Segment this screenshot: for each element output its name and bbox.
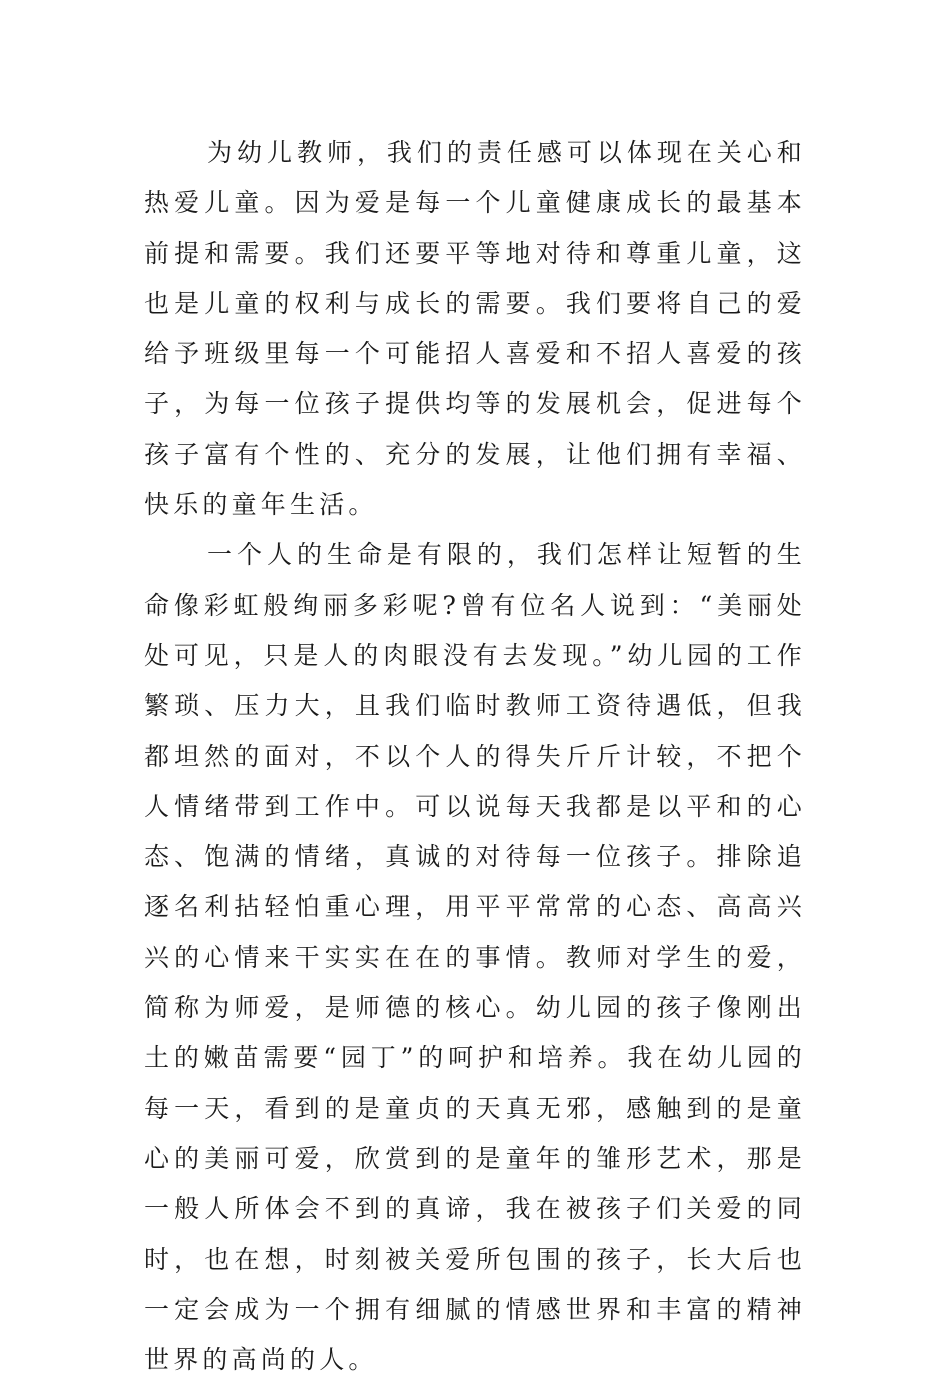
paragraph-1: 为幼儿教师，我们的责任感可以体现在关心和热爱儿童。因为爱是每一个儿童健康成长的最基本前提和需要。我们还要平等地对待和尊重儿童，这也是儿童的权利与成长的需要。我们要将自己的爱给予班级里每一个可能招人喜爱和不招人喜爱的孩子，为每一位孩子提供均等的发展机会，促进每个孩子富有个性的、充分的发展，让他们拥有幸福、快乐的童年生活。 [144,138,806,520]
body-text [144,128,806,1385]
paragraph-2: 一个人的生命是有限的，我们怎样让短暂的生命像彩虹般绚丽多彩呢?曾有位名人说到：“美丽处处可见，只是人的肉眼没有去发现。”幼儿园的工作繁琐、压力大，且我们临时教师工资待遇低，但我都坦然的面对，不以个人的得失斤斤计较，不把个人情绪带到工作中。可以说每天我都是以平和的心态、饱满的情绪，真诚的对待每一位孩子。排除追逐名利拈轻怕重心理，用平平常常的心态、高高兴兴的心情来干实实在在的事情。教师对学生的爱，简称为师爱，是师德的核心。幼儿园的孩子像刚出土的嫩苗需要“园丁”的呵护和培养。我在幼儿园的每一天，看到的是童贞的天真无邪，感触到的是童心的美丽可爱，欣赏到的是童年的雏形艺术，那是一般人所体会不到的真谛，我在被孩子们关爱的同时，也在想，时刻被关爱所包围的孩子，长大后也一定会成为一个拥有细腻的情感世界和丰富的精神世界的高尚的人。 [144,540,806,1375]
